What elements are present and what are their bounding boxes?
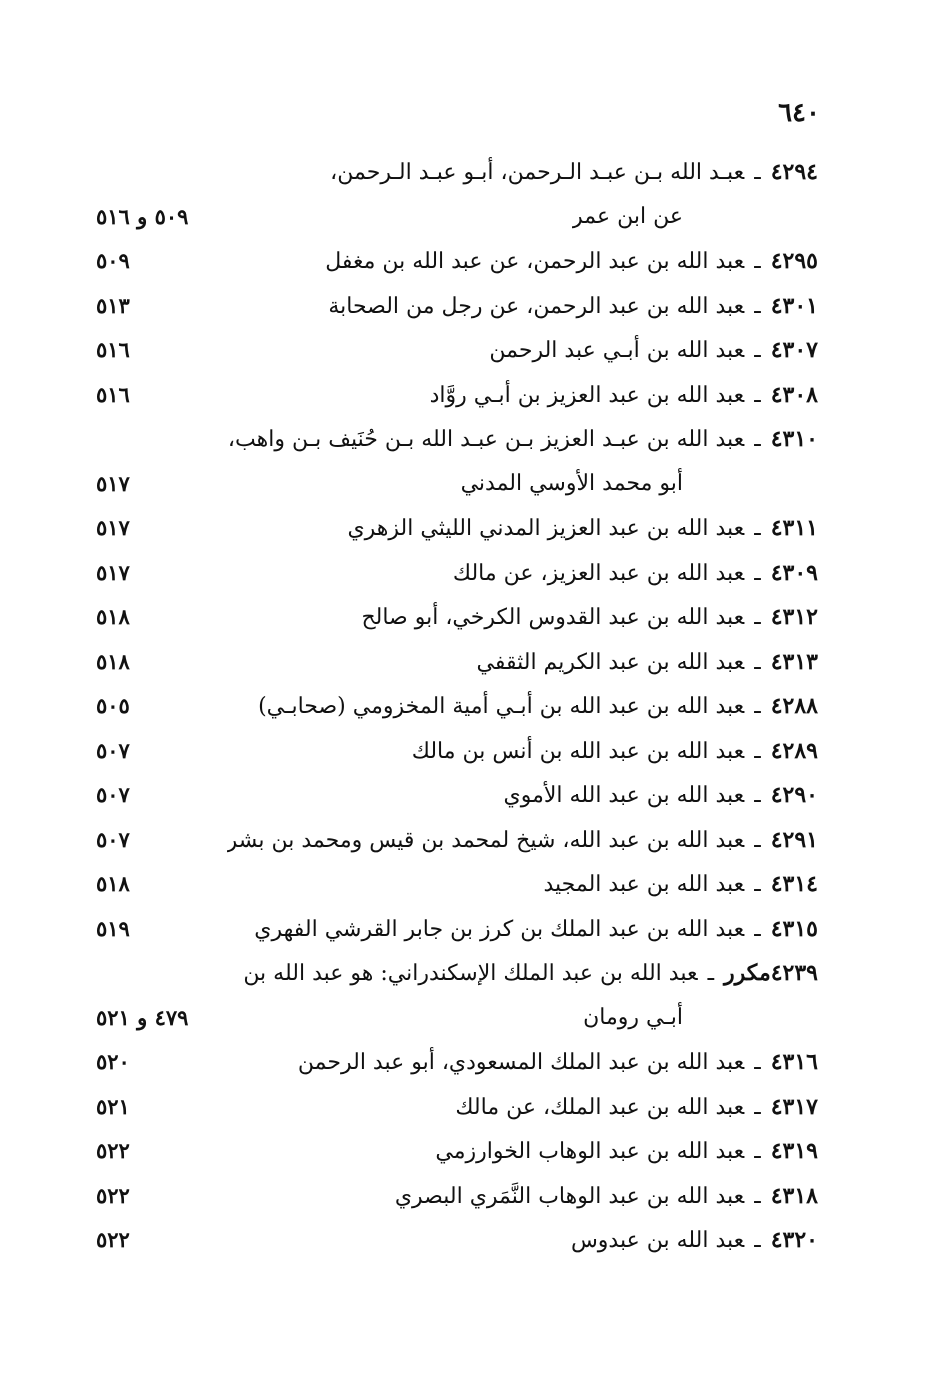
entry-name: عن ابن عمر xyxy=(572,203,683,229)
entry-name: عبد الله بن عبد الرحمن، عن رجل من الصحابة xyxy=(328,293,745,319)
entry-page-ref: ٥٢٢ xyxy=(96,1227,130,1252)
entry-text-line xyxy=(228,417,818,463)
entry-page-ref: ٥٢٠ xyxy=(96,1049,130,1074)
entry-separator: ـ xyxy=(754,427,761,452)
entry-number: ٤٢٩٥ xyxy=(770,248,818,274)
entry-text-line xyxy=(430,373,818,419)
entry-separator: ـ xyxy=(754,1183,761,1209)
entry-name: عبد الله بن أبـي عبد الرحمن xyxy=(489,338,745,363)
entry-name: عبد الله بن عبد القدوس الكرخي، أبو صالح xyxy=(361,605,745,630)
entry-separator: ـ xyxy=(754,516,761,541)
entry-text-line xyxy=(243,951,818,997)
entry-name: عبد الله بن عبد الله بن أبـي أمية المخزومي (صحابـي) xyxy=(258,694,745,719)
index-entry xyxy=(0,773,938,818)
index-entry xyxy=(0,328,938,373)
entry-page-ref: ٤٧٩ و ٥٢١ xyxy=(96,1004,189,1030)
entry-name: عبد الله بن عبد الملك بن كرز بن جابر القرشي الفهري xyxy=(254,916,745,942)
index-rows xyxy=(0,150,938,1263)
entry-page-ref: ٥١٩ xyxy=(96,915,130,941)
entry-text-line xyxy=(455,1085,818,1131)
entry-text-line xyxy=(361,595,818,641)
entry-separator: ـ xyxy=(754,694,761,719)
entry-separator: ـ xyxy=(707,961,715,986)
entry-text-line xyxy=(453,551,818,597)
index-entry-continuation xyxy=(0,195,938,240)
index-entry xyxy=(0,729,938,774)
entry-number: ٤٣١٧ xyxy=(770,1093,818,1120)
entry-number: ٤٢٨٩ xyxy=(770,737,818,764)
index-entry xyxy=(0,239,938,284)
index-entry xyxy=(0,373,938,418)
index-entry xyxy=(0,506,938,551)
entry-text-line xyxy=(395,1174,818,1220)
entry-name: عبد الله بن عبد العزيز بن أبـي روَّاد xyxy=(429,382,745,408)
entry-name: عبد الله بن عبد المجيد xyxy=(543,872,745,897)
entry-text-line xyxy=(489,328,818,374)
entry-name: عبد الله بن عبدوس xyxy=(570,1228,745,1253)
entry-number: ٤٣٢٠ xyxy=(770,1227,818,1253)
entry-text-line xyxy=(461,462,683,507)
entry-separator: ـ xyxy=(754,827,761,853)
index-entry-continuation xyxy=(0,462,938,507)
entry-page-ref: ٥١٧ xyxy=(96,515,130,540)
index-entry xyxy=(0,1040,938,1085)
entry-text-line xyxy=(572,195,683,240)
entry-text-line xyxy=(435,1129,818,1175)
entry-text-line xyxy=(412,729,818,775)
index-entry xyxy=(0,150,938,195)
entry-number: ٤٣١٩ xyxy=(770,1138,818,1164)
entry-number: ٤٣١٥ xyxy=(770,915,818,942)
index-entry xyxy=(0,1129,938,1174)
entry-text-line xyxy=(258,684,818,730)
index-entry xyxy=(0,862,938,907)
entry-page-ref: ٥١٧ xyxy=(96,470,130,496)
entry-page-ref: ٥٠٩ xyxy=(96,248,130,273)
entry-separator: ـ xyxy=(754,293,761,319)
entry-page-ref: ٥٠٧ xyxy=(96,826,130,852)
entry-page-ref: ٥١٨ xyxy=(96,604,130,629)
entry-page-ref: ٥١٨ xyxy=(96,871,130,896)
entry-separator: ـ xyxy=(754,916,761,942)
entry-page-ref: ٥١٦ xyxy=(96,381,130,407)
entry-text-line xyxy=(328,284,818,330)
entry-number: ٤٢٩٠ xyxy=(770,782,818,808)
entry-number: ٤٣٠٧ xyxy=(770,337,818,363)
entry-name: عبد الله بن عبد العزيز المدني الليثي الزهري xyxy=(347,516,745,541)
entry-number: ٤٣١٨ xyxy=(770,1182,818,1209)
index-entry xyxy=(0,1174,938,1219)
entry-page-ref: ٥٠٧ xyxy=(96,737,130,763)
entry-name: عبد الله بن عبد الكريم الثقفي xyxy=(476,649,745,675)
entry-name: عبد الله بن عبد الوهاب الخوارزمي xyxy=(435,1139,745,1164)
entry-page-ref: ٥١٣ xyxy=(96,292,130,318)
entry-number: ٤٣١١ xyxy=(770,515,818,541)
entry-number: ٤٣٠٩ xyxy=(770,559,818,586)
entry-text-line xyxy=(254,907,818,953)
entry-name: أبـي رومان xyxy=(583,1004,683,1030)
entry-separator: ـ xyxy=(754,560,761,586)
entry-separator: ـ xyxy=(754,605,761,630)
entry-number: ٤٣٠١ xyxy=(770,292,818,319)
entry-number: ٤٣١٤ xyxy=(770,871,818,897)
entry-text-line xyxy=(227,818,818,864)
entry-separator: ـ xyxy=(754,1139,761,1164)
entry-text-line xyxy=(583,996,683,1041)
entry-page-ref: ٥٠٥ xyxy=(96,693,130,718)
entry-separator: ـ xyxy=(754,872,761,897)
entry-page-ref: ٥١٦ xyxy=(96,337,130,362)
entry-separator: ـ xyxy=(754,738,761,764)
entry-separator: ـ xyxy=(754,1228,761,1253)
entry-page-ref: ٥٠٩ و ٥١٦ xyxy=(96,203,189,229)
entry-name: عبد الله بن عبد الله الأموي xyxy=(503,783,745,808)
entry-name: عبد الله بن عبد الملك الإسكندراني: هو عبد الله بن xyxy=(243,961,698,986)
entry-page-ref: ٥٢٢ xyxy=(96,1182,130,1208)
index-entry xyxy=(0,551,938,596)
index-entry-continuation xyxy=(0,996,938,1041)
entry-name: عبد الله بن عبد العزيز، عن مالك xyxy=(452,560,745,586)
entry-name: عبد الله بن عبد الوهاب النَّمَري البصري xyxy=(394,1183,745,1209)
entry-separator: ـ xyxy=(754,338,761,363)
entry-page-ref: ٥٠٧ xyxy=(96,782,130,807)
entry-name: عبـد الله بـن عبـد الـرحمن، أبـو عبـد الـرحمن، xyxy=(330,160,745,185)
index-entry xyxy=(0,417,938,462)
page-number: ٦٤٠ xyxy=(778,98,820,128)
entry-separator: ـ xyxy=(754,1094,761,1120)
entry-separator: ـ xyxy=(754,1050,761,1075)
entry-name: عبد الله بن عبد الرحمن، عن عبد الله بن مغفل xyxy=(325,249,745,274)
entry-name: عبد الله بن عبد الله، شيخ لمحمد بن قيس ومحمد بن بشر xyxy=(226,827,745,853)
index-entry xyxy=(0,951,938,996)
index-entry xyxy=(0,684,938,729)
entry-text-line xyxy=(477,640,818,686)
entry-separator: ـ xyxy=(754,382,761,408)
entry-separator: ـ xyxy=(754,160,761,185)
entry-page-ref: ٥٢٢ xyxy=(96,1138,130,1163)
entry-number: ٤٣٠٨ xyxy=(770,381,818,408)
index-entry xyxy=(0,907,938,952)
entry-number: ٤٢٩١ xyxy=(770,826,818,853)
index-entry xyxy=(0,640,938,685)
entry-number: ٤٣١٢ xyxy=(770,604,818,630)
index-entry xyxy=(0,818,938,863)
index-entry xyxy=(0,1218,938,1263)
entry-separator: ـ xyxy=(754,649,761,675)
index-entry xyxy=(0,1085,938,1130)
entry-name: عبد الله بن عبد الملك المسعودي، أبو عبد الرحمن xyxy=(297,1050,745,1075)
index-entry xyxy=(0,284,938,329)
entry-number: ٤٢٩٤ xyxy=(770,159,818,185)
entry-text-line xyxy=(347,506,818,552)
entry-name: عبد الله بن عبد الله بن أنس بن مالك xyxy=(411,738,745,764)
entry-text-line xyxy=(298,1040,818,1086)
entry-number: ٤٢٣٩مكرر xyxy=(724,960,818,986)
entry-separator: ـ xyxy=(754,249,761,274)
entry-text-line xyxy=(504,773,818,819)
entry-text-line xyxy=(325,239,818,285)
entry-number: ٤٣١٦ xyxy=(770,1049,818,1075)
index-entry xyxy=(0,595,938,640)
entry-number: ٤٣١٣ xyxy=(770,648,818,675)
entry-text-line xyxy=(330,150,818,196)
entry-name: عبد الله بن عبـد العزيز بـن عبـد الله بـن حُنَيف بـن واهب، xyxy=(227,427,745,452)
entry-page-ref: ٥٢١ xyxy=(96,1093,130,1119)
entry-number: ٤٣١٠ xyxy=(770,426,818,452)
entry-page-ref: ٥١٨ xyxy=(96,648,130,674)
index-list xyxy=(0,150,938,1263)
entry-name: عبد الله بن عبد الملك، عن مالك xyxy=(455,1094,745,1120)
entry-page-ref: ٥١٧ xyxy=(96,559,130,585)
entry-text-line xyxy=(544,862,819,908)
entry-text-line xyxy=(571,1218,818,1264)
entry-separator: ـ xyxy=(754,783,761,808)
entry-number: ٤٢٨٨ xyxy=(770,693,818,719)
entry-name: أبو محمد الأوسي المدني xyxy=(460,470,683,496)
